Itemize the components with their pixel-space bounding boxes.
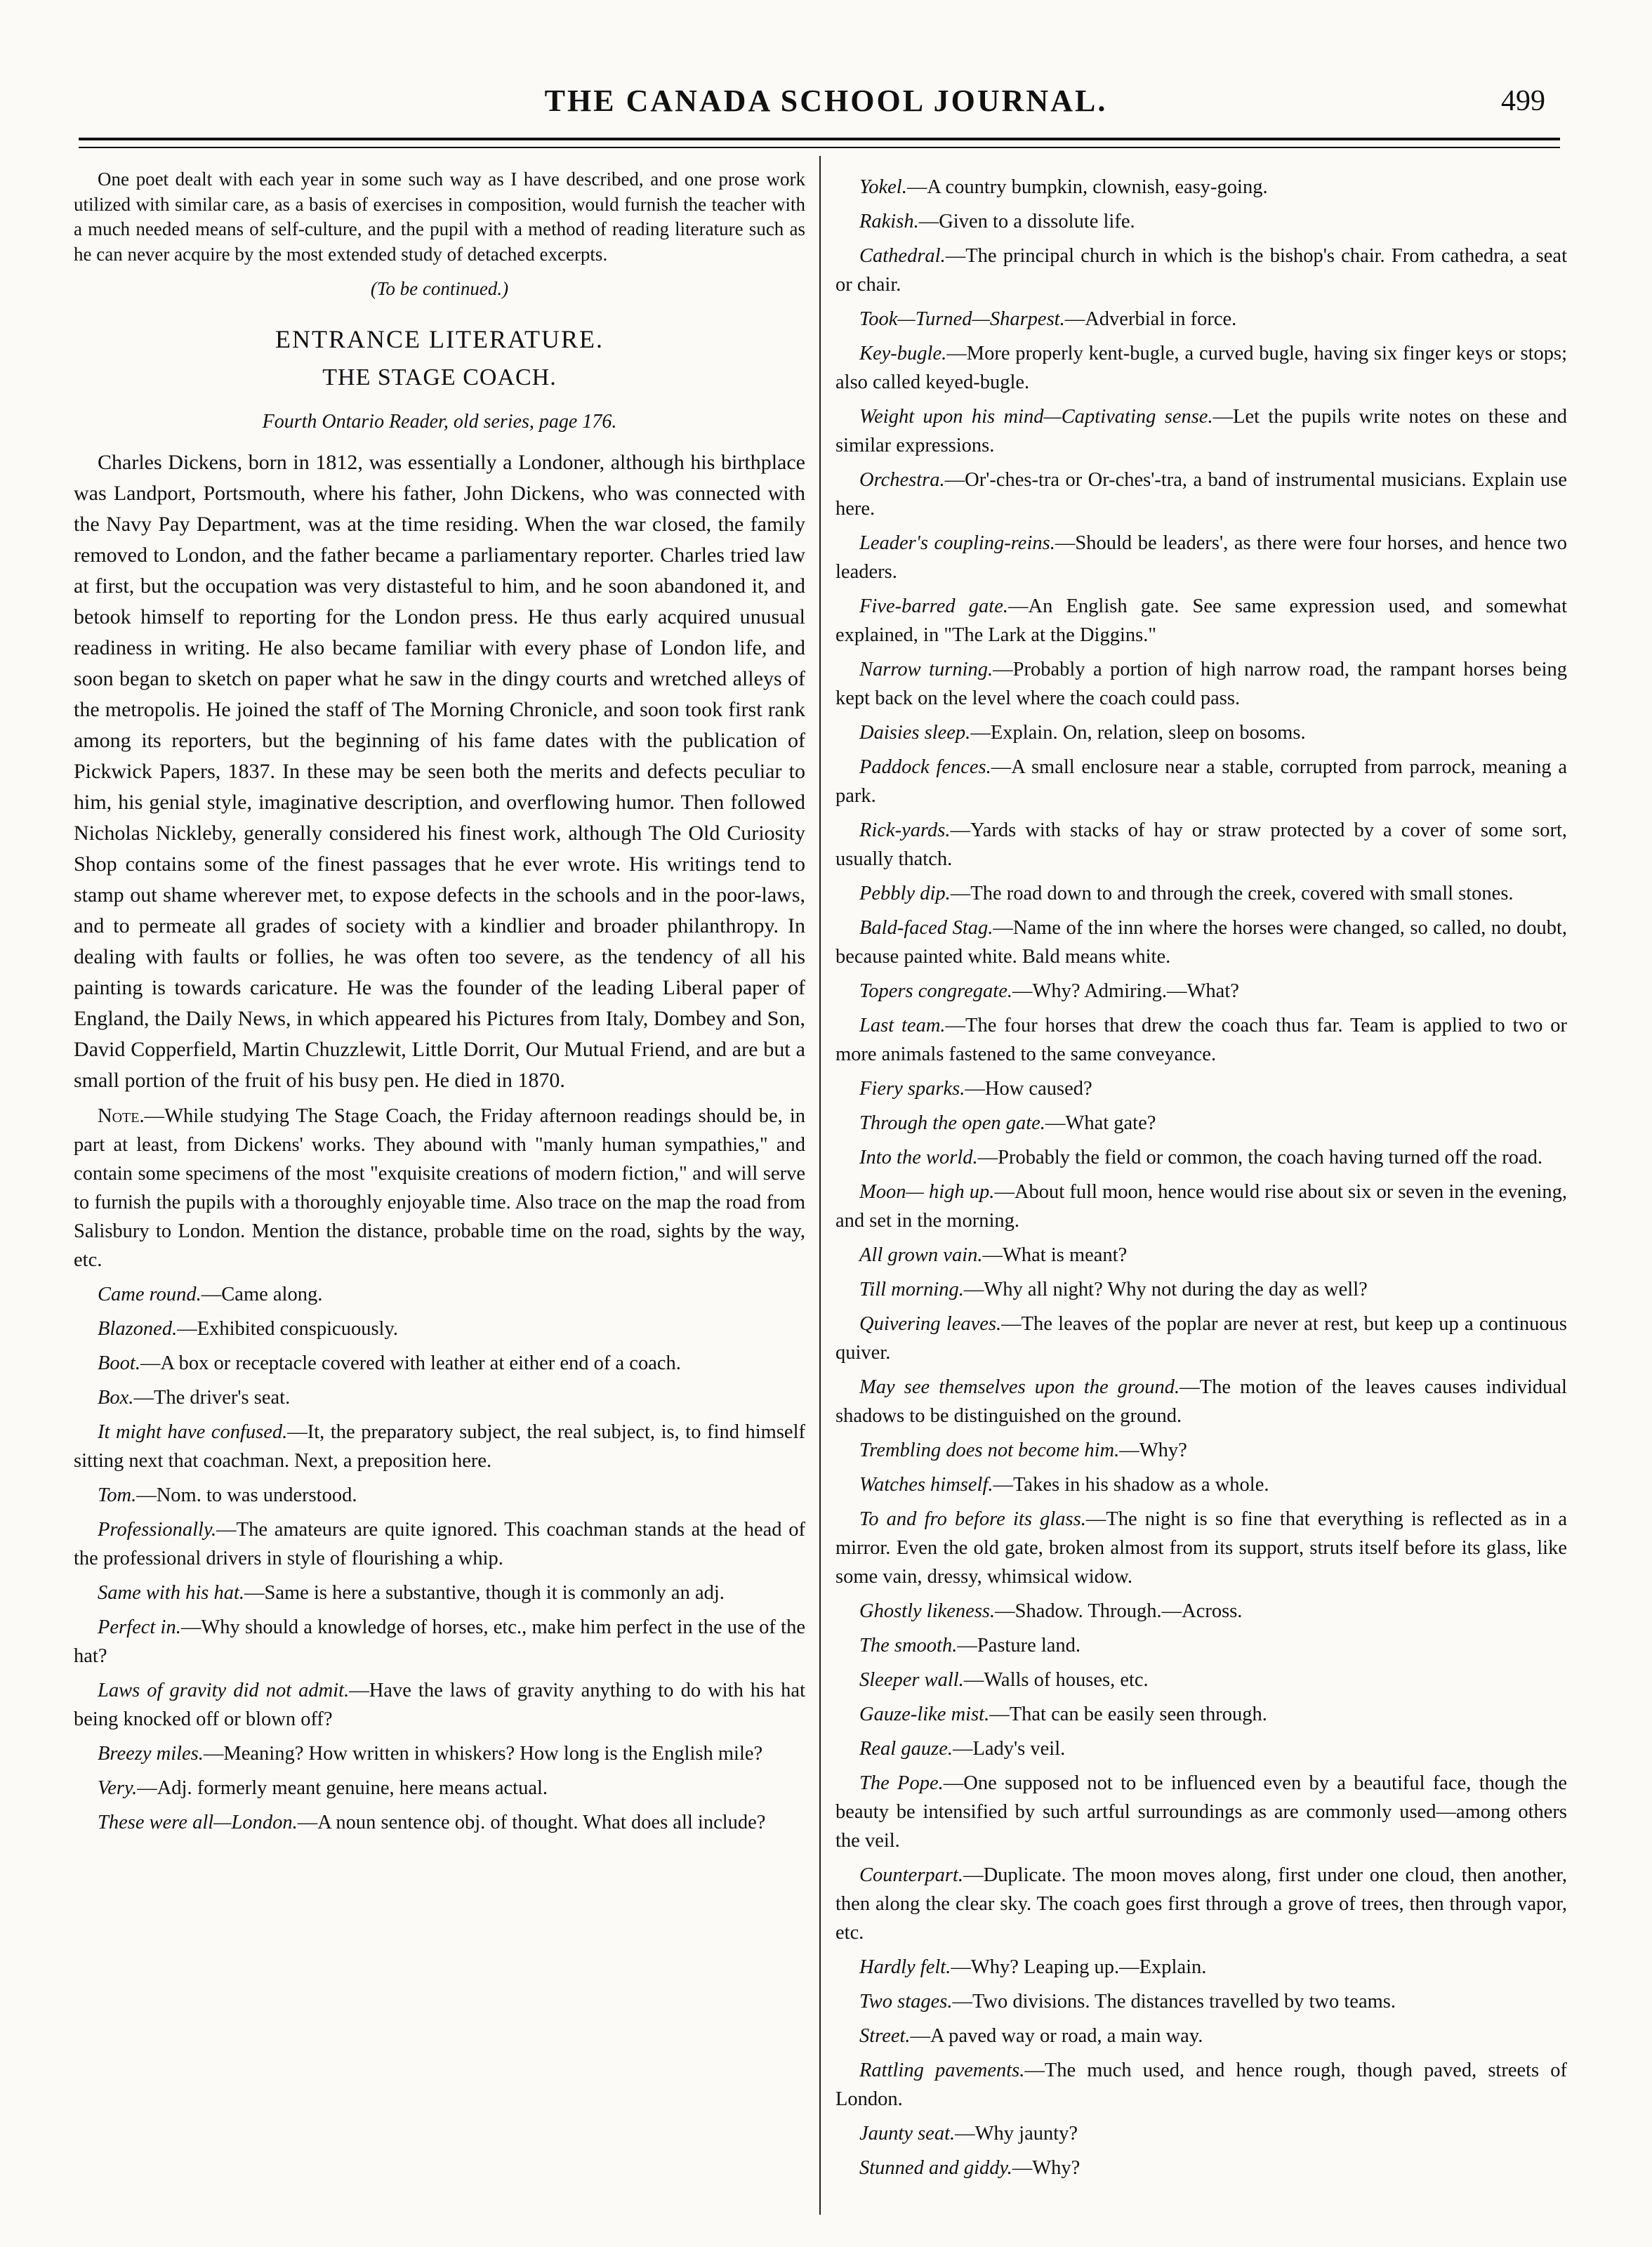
glossary-definition: —Probably a portion of high narrow road, the rampant horses being kept back on the level where the coach could pass. xyxy=(835,659,1567,709)
glossary-definition: —Probably the field or common, the coach having turned off the road. xyxy=(977,1147,1542,1168)
glossary-entry xyxy=(835,1143,1567,1172)
glossary-definition: —The principal church in which is the bishop's chair. From cathedra, a seat or chair. xyxy=(835,245,1567,296)
glossary-entry xyxy=(74,1314,805,1343)
glossary-entry xyxy=(835,1011,1567,1069)
glossary-entry xyxy=(74,1613,805,1671)
glossary-term: All grown vain. xyxy=(859,1244,983,1266)
glossary-definition: —One supposed not to be influenced even by a beautiful face, though the beauty be intensified by such artful surroundings as are commonly used—among others the veil. xyxy=(835,1772,1568,1852)
header-rule-thin xyxy=(79,147,1560,148)
left-column xyxy=(74,167,805,1837)
glossary-term: Orchestra. xyxy=(859,469,945,491)
glossary-term: Ghostly likeness. xyxy=(859,1600,996,1622)
glossary-definition: —A small enclosure near a stable, corrupted from parrock, meaning a park. xyxy=(835,756,1567,807)
glossary-term: Took—Turned—Sharpest. xyxy=(859,308,1065,330)
glossary-entry xyxy=(835,2056,1567,2114)
glossary-entry xyxy=(835,1074,1567,1103)
glossary-definition: —Yards with stacks of hay or straw protected by a cover of some sort, usually thatch. xyxy=(835,819,1567,870)
glossary-entry xyxy=(835,914,1567,971)
glossary-entry xyxy=(74,1383,805,1412)
glossary-term: Watches himself. xyxy=(859,1474,993,1496)
glossary-definition: —Walls of houses, etc. xyxy=(963,1669,1149,1691)
glossary-definition: —Why? Admiring.—What? xyxy=(1012,980,1239,1002)
glossary-entry xyxy=(835,1275,1567,1304)
glossary-term: Box. xyxy=(98,1386,134,1409)
glossary-term: Counterpart. xyxy=(859,1864,964,1886)
glossary-definition: —What is meant? xyxy=(982,1244,1128,1266)
glossary-term: Daisies sleep. xyxy=(859,722,971,744)
glossary-definition: —What gate? xyxy=(1045,1112,1156,1134)
note-text: —While studying The Stage Coach, the Friday afternoon readings should be, in part at least, from Dickens' works. They abound with "manly human sympathies," and contain some specimens of the most "exquisite creations of modern fiction," and will serve to furnish the pupils with a thoroughly enjoyable time. Also trace on the map the road from Salisbury to London. Mention the distance, probable time on the road, sights by the way, etc. xyxy=(74,1105,805,1271)
biography-paragraph: Charles Dickens, born in 1812, was essentially a Londoner, although his birthplace was Landport, Portsmouth, where his father, John Dickens, who was connected with the Navy Pay Department, was at the time residing. When the war closed, the family removed to London, and the father became a parliamentary reporter. Charles tried law at first, but the occupation was very distasteful to him, and he soon abandoned it, and betook himself to reporting for the London press. He thus early acquired unusual readiness in writing. He also became familiar with every phase of London life, and soon began to sketch on paper what he saw in the dingy courts and wretched alleys of the metropolis. He joined the staff of The Morning Chronicle, and soon took first rank among its reporters, but the beginning of his fame dates with the publication of Pickwick Papers, 1837. In these may be seen both the merits and defects peculiar to him, his genial style, imaginative description, and overflowing humor. Then followed Nicholas Nickleby, generally considered his finest work, although The Old Curiosity Shop contains some of the finest passages that he ever wrote. His writings tend to stamp out shame wherever met, to expose defects in the schools and in the poor-laws, and to permeate all grades of society with a kindlier and broader philanthropy. In dealing with faults or follies, he was often too severe, as the tendency of all his painting is towards caricature. He was the founder of the leading Liberal paper of England, the Daily News, in which appeared his Pictures from Italy, Dombey and Son, David Copperfield, Martin Chuzzlewit, Little Dorrit, Our Mutual Friend, and are but a small portion of the fruit of his busy pen. He died in 1870. xyxy=(74,450,805,1092)
glossary-entry xyxy=(835,402,1567,460)
glossary-entry xyxy=(835,1631,1567,1660)
glossary-definition: —Explain. On, relation, sleep on bosoms. xyxy=(970,722,1306,744)
glossary-definition: —Shadow. Through.—Across. xyxy=(995,1600,1243,1622)
glossary-entry xyxy=(835,1734,1567,1763)
glossary-term: Till morning. xyxy=(859,1279,964,1300)
glossary-entry xyxy=(835,816,1567,874)
glossary-definition: —Takes in his shadow as a whole. xyxy=(993,1474,1269,1496)
glossary-entry xyxy=(835,1241,1567,1270)
glossary-entry xyxy=(835,1373,1567,1430)
glossary-term: Leader's coupling-reins. xyxy=(859,532,1055,554)
glossary-definition: —Why should a knowledge of horses, etc., make him perfect in the use of the hat? xyxy=(74,1616,805,1667)
glossary-definition: —Have the laws of gravity anything to do with his hat being knocked off or blown off? xyxy=(74,1679,805,1730)
glossary-definition: —Should be leaders', as there were four horses, and hence two leaders. xyxy=(835,532,1567,583)
glossary-term: Two stages. xyxy=(859,1991,953,2012)
glossary-term: Laws of gravity did not admit. xyxy=(98,1679,350,1701)
glossary-definition: —The four horses that drew the coach thus far. Team is applied to two or more animals fastened to the same conveyance. xyxy=(835,1015,1567,1065)
journal-title: THE CANADA SCHOOL JOURNAL. xyxy=(544,84,1108,118)
glossary-entry xyxy=(835,207,1567,236)
source-citation: Fourth Ontario Reader, old series, page 176. xyxy=(262,411,617,433)
glossary-entry xyxy=(835,2022,1567,2050)
note-paragraph xyxy=(74,1102,805,1274)
article-title: THE STAGE COACH. xyxy=(322,364,557,390)
left-glossary xyxy=(74,1280,805,1837)
glossary-term: Professionally. xyxy=(98,1518,217,1541)
glossary-term: Tom. xyxy=(98,1484,137,1506)
glossary-term: May see themselves upon the ground. xyxy=(859,1376,1180,1398)
column-divider xyxy=(819,156,821,2215)
glossary-definition: —A box or receptacle covered with leather at either end of a coach. xyxy=(140,1352,681,1374)
glossary-term: Rick-yards. xyxy=(859,819,951,841)
glossary-definition: —The night is so fine that everything is reflected as in a mirror. Even the old gate, broken almost from its support, struts itself before its glass, like some vain, dressy, whimsical widow. xyxy=(835,1508,1567,1588)
glossary-definition: —The road down to and through the creek, covered with small stones. xyxy=(950,883,1514,904)
glossary-entry xyxy=(835,1953,1567,1982)
glossary-entry xyxy=(835,242,1567,299)
glossary-entry xyxy=(835,529,1567,586)
glossary-term: Blazoned. xyxy=(98,1317,178,1340)
glossary-term: Real gauze. xyxy=(859,1738,953,1760)
to-be-continued: (To be continued.) xyxy=(370,278,509,300)
right-glossary xyxy=(835,173,1567,2182)
glossary-term: Five-barred gate. xyxy=(859,595,1008,617)
glossary-entry xyxy=(74,1481,805,1510)
glossary-definition: —Nom. to was understood. xyxy=(136,1484,357,1506)
glossary-entry xyxy=(835,879,1567,908)
glossary-term: Trembling does not become him. xyxy=(859,1439,1120,1461)
glossary-definition: —Why? Leaping up.—Explain. xyxy=(951,1956,1207,1978)
glossary-definition: —The leaves of the poplar are never at rest, but keep up a continuous quiver. xyxy=(835,1313,1567,1364)
glossary-entry xyxy=(74,1739,805,1768)
glossary-term: Hardly felt. xyxy=(859,1956,951,1978)
glossary-entry xyxy=(835,718,1567,747)
glossary-term: Sleeper wall. xyxy=(859,1669,964,1691)
glossary-definition: —Pasture land. xyxy=(957,1635,1081,1656)
glossary-entry xyxy=(835,592,1567,650)
glossary-term: These were all—London. xyxy=(98,1811,298,1833)
glossary-definition: —That can be easily seen through. xyxy=(989,1704,1267,1725)
glossary-entry xyxy=(74,1280,805,1309)
glossary-entry xyxy=(74,1774,805,1803)
glossary-definition: —Why? xyxy=(1012,2157,1081,2179)
glossary-entry xyxy=(835,1109,1567,1138)
glossary-term: Very. xyxy=(98,1777,138,1799)
glossary-definition: —Meaning? How written in whiskers? How long is the English mile? xyxy=(203,1742,763,1765)
glossary-term: Rakish. xyxy=(859,211,919,232)
glossary-entry xyxy=(835,1666,1567,1694)
glossary-definition: —Why jaunty? xyxy=(955,2123,1078,2144)
glossary-term: Jaunty seat. xyxy=(859,2123,956,2144)
glossary-definition: —Two divisions. The distances travelled by two teams. xyxy=(952,1991,1396,2012)
glossary-term: Into the world. xyxy=(859,1147,978,1168)
glossary-term: Key-bugle. xyxy=(859,343,947,364)
glossary-entry xyxy=(835,1436,1567,1465)
glossary-entry xyxy=(74,1808,805,1837)
glossary-term: Pebbly dip. xyxy=(859,883,951,904)
glossary-definition: —Given to a dissolute life. xyxy=(918,211,1135,232)
glossary-definition: —The much used, and hence rough, though paved, streets of London. xyxy=(835,2060,1567,2110)
glossary-entry xyxy=(74,1418,805,1475)
glossary-entry xyxy=(835,1769,1567,1855)
glossary-definition: —The amateurs are quite ignored. This coachman stands at the head of the professional drivers in style of flourishing a whip. xyxy=(74,1518,805,1569)
page-header xyxy=(0,83,1652,132)
glossary-term: Gauze-like mist. xyxy=(859,1704,990,1725)
glossary-term: Street. xyxy=(859,2025,911,2047)
glossary-term: Narrow turning. xyxy=(859,659,993,680)
glossary-definition: —More properly kent-bugle, a curved bugle, having six finger keys or stops; also called keyed-bugle. xyxy=(835,343,1567,393)
glossary-definition: —Name of the inn where the horses were changed, so called, no doubt, because painted white. Bald means white. xyxy=(835,917,1567,968)
glossary-term: Last team. xyxy=(859,1015,946,1036)
glossary-term: Paddock fences. xyxy=(859,756,991,778)
glossary-term: Fiery sparks. xyxy=(859,1078,965,1100)
glossary-entry xyxy=(835,1861,1567,1947)
glossary-term: The smooth. xyxy=(859,1635,958,1656)
glossary-entry xyxy=(835,1505,1567,1591)
glossary-entry xyxy=(835,173,1567,202)
glossary-entry xyxy=(835,1700,1567,1729)
section-title: ENTRANCE LITERATURE. xyxy=(275,324,604,353)
glossary-entry xyxy=(74,1579,805,1607)
glossary-entry xyxy=(835,1470,1567,1499)
glossary-entry xyxy=(835,1987,1567,2016)
glossary-term: Weight upon his mind—Captivating sense. xyxy=(859,406,1213,428)
glossary-term: Moon— high up. xyxy=(859,1181,995,1203)
glossary-entry xyxy=(835,305,1567,334)
glossary-definition: —Lady's veil. xyxy=(952,1738,1066,1760)
glossary-definition: —Adverbial in force. xyxy=(1064,308,1237,330)
glossary-term: Stunned and giddy. xyxy=(859,2157,1012,2179)
right-column xyxy=(835,167,1567,2182)
glossary-term: Boot. xyxy=(98,1352,140,1374)
glossary-definition: —A paved way or road, a main way. xyxy=(910,2025,1203,2047)
glossary-definition: —Same is here a substantive, though it is commonly an adj. xyxy=(244,1581,725,1604)
glossary-entry xyxy=(74,1349,805,1378)
note-label: Note. xyxy=(98,1105,145,1127)
glossary-term: The Pope. xyxy=(859,1772,944,1794)
glossary-term: Topers congregate. xyxy=(859,980,1012,1002)
glossary-definition: —Exhibited conspicuously. xyxy=(177,1317,398,1340)
glossary-definition: —Why all night? Why not during the day as well? xyxy=(963,1279,1368,1300)
glossary-entry xyxy=(74,1676,805,1734)
glossary-definition: —A noun sentence obj. of thought. What does all include? xyxy=(297,1811,766,1833)
glossary-term: Quivering leaves. xyxy=(859,1313,1002,1335)
glossary-entry xyxy=(835,466,1567,523)
glossary-definition: —Came along. xyxy=(201,1283,323,1305)
glossary-term: Same with his hat. xyxy=(98,1581,245,1604)
glossary-term: Breezy miles. xyxy=(98,1742,204,1765)
glossary-term: Perfect in. xyxy=(98,1616,181,1638)
intro-paragraph: One poet dealt with each year in some such way as I have described, and one prose work utilized with similar care, as a basis of exercises in composition, would furnish the teacher with a much needed means of self-culture, and the pupil with a method of reading literature such as he can never acquire by the most extended study of detached excerpts. xyxy=(74,169,805,265)
glossary-term: Came round. xyxy=(98,1283,201,1305)
glossary-entry xyxy=(835,977,1567,1006)
glossary-entry xyxy=(74,1515,805,1573)
glossary-term: To and fro before its glass. xyxy=(859,1508,1086,1530)
glossary-definition: —Why? xyxy=(1119,1439,1187,1461)
glossary-entry xyxy=(835,655,1567,713)
glossary-definition: —About full moon, hence would rise about six or seven in the evening, and set in the morning. xyxy=(835,1181,1568,1232)
glossary-term: It might have confused. xyxy=(98,1421,288,1443)
glossary-term: Rattling pavements. xyxy=(859,2060,1025,2081)
glossary-term: Cathedral. xyxy=(859,245,946,267)
glossary-entry xyxy=(835,1310,1567,1367)
glossary-definition: —Let the pupils write notes on these and similar expressions. xyxy=(835,406,1567,456)
glossary-term: Through the open gate. xyxy=(859,1112,1045,1134)
glossary-definition: —How caused? xyxy=(965,1078,1092,1100)
glossary-entry xyxy=(835,1178,1567,1235)
glossary-definition: —The motion of the leaves causes individual shadows to be distinguished on the ground. xyxy=(835,1376,1567,1427)
glossary-term: Yokel. xyxy=(859,176,907,198)
glossary-entry xyxy=(835,753,1567,810)
glossary-definition: —Adj. formerly meant genuine, here means actual. xyxy=(137,1777,548,1799)
glossary-definition: —The driver's seat. xyxy=(133,1386,291,1409)
glossary-definition: —Duplicate. The moon moves along, first under one cloud, then another, then along the clear sky. The coach goes first through a grove of trees, then through vapor, etc. xyxy=(835,1864,1567,1944)
glossary-term: Bald-faced Stag. xyxy=(859,917,993,939)
glossary-definition: —Or'-ches-tra or Or-ches'-tra, a band of instrumental musicians. Explain use here. xyxy=(835,469,1567,520)
header-rule xyxy=(79,138,1560,140)
glossary-definition: —An English gate. See same expression used, and somewhat explained, in "The Lark at the Diggins." xyxy=(835,595,1567,646)
glossary-entry xyxy=(835,2154,1567,2182)
glossary-entry xyxy=(835,2119,1567,2148)
page-number: 499 xyxy=(1501,85,1545,117)
glossary-definition: —It, the preparatory subject, the real subject, is, to find himself sitting next that coachman. Next, a preposition here. xyxy=(74,1421,805,1472)
glossary-definition: —A country bumpkin, clownish, easy-going. xyxy=(906,176,1268,198)
glossary-entry xyxy=(835,339,1567,397)
glossary-entry xyxy=(835,1597,1567,1626)
